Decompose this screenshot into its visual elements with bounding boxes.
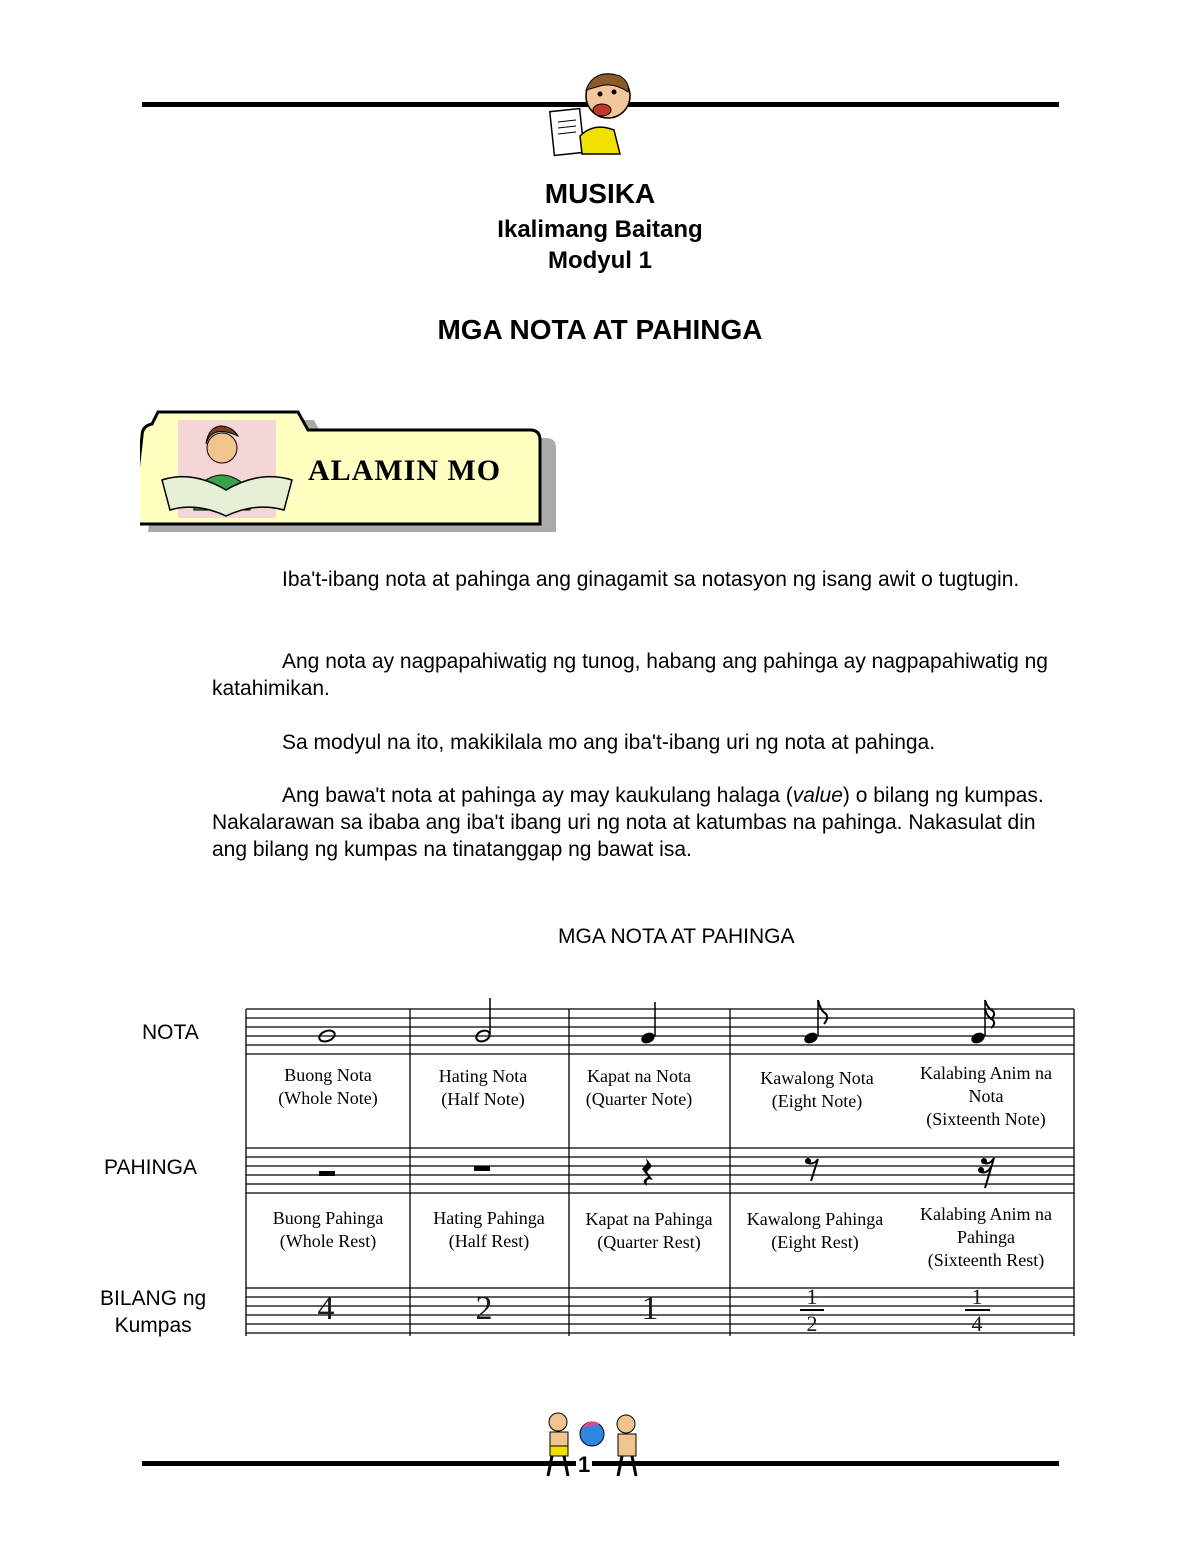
note-label-sixteenth: Kalabing Anim na Nota (Sixteenth Note) <box>920 1063 1052 1129</box>
count-sixteenth-numerator: 1 <box>971 1284 983 1309</box>
half-note-symbol <box>475 998 492 1043</box>
note-label-half: Hating Nota (Half Note) <box>438 1066 528 1109</box>
row-label-pahinga: PAHINGA <box>104 1156 197 1179</box>
row-label-nota: NOTA <box>142 1021 199 1044</box>
count-eighth-numerator: 1 <box>806 1284 818 1309</box>
paragraph-3: Sa modyul na ito, makikilala mo ang iba't-ibang uri ng nota at pahinga. <box>282 731 936 754</box>
count-quarter: 1 <box>641 1290 659 1327</box>
count-sixteenth-denominator: 4 <box>971 1311 983 1336</box>
paragraph-4: Ang bawa't nota at pahinga ay may kaukulang halaga (value) o bilang ng kumpas. Nakalarawan sa ibaba ang iba't ibang uri ng nota at katumbas na pahinga. Nakasulat din ang bilang ng kumpas na tinatanggap ng bawat isa. <box>212 784 1044 861</box>
grade-level: Ikalimang Baitang <box>497 216 703 243</box>
rest-label-whole: Buong Pahinga (Whole Rest) <box>272 1208 384 1251</box>
page-number: 1 <box>578 1452 591 1477</box>
paragraph-2: Ang nota ay nagpapahiwatig ng tunog, habang ang pahinga ay nagpapahiwatig ng katahimikan. <box>212 650 1048 700</box>
count-half: 2 <box>475 1290 493 1327</box>
table-caption: MGA NOTA AT PAHINGA <box>558 925 795 948</box>
eighth-note-symbol <box>803 1000 828 1045</box>
note-label-whole: Buong Nota (Whole Note) <box>278 1065 378 1108</box>
note-label-eighth: Kawalong Nota (Eight Note) <box>760 1068 874 1111</box>
rest-label-quarter: Kapat na Pahinga (Quarter Rest) <box>585 1209 713 1252</box>
lesson-title: MGA NOTA AT PAHINGA <box>437 314 763 345</box>
half-rest-symbol <box>474 1166 490 1171</box>
banner-label: ALAMIN MO <box>308 454 502 487</box>
page-title: MUSIKA <box>544 178 656 209</box>
count-whole: 4 <box>317 1290 335 1327</box>
whole-rest-symbol <box>319 1171 335 1176</box>
rest-label-sixteenth: Kalabing Anim na Pahinga (Sixteenth Rest) <box>920 1204 1052 1270</box>
sixteenth-note-symbol <box>970 1000 995 1045</box>
quarter-rest-symbol <box>642 1158 653 1186</box>
count-eighth-denominator: 2 <box>806 1311 818 1336</box>
paragraph-1: Iba't-ibang nota at pahinga ang ginagamit sa notasyon ng isang awit o tugtugin. <box>282 568 1020 591</box>
module-number: Modyul 1 <box>547 247 652 274</box>
row-label-bilang: BILANG ng Kumpas <box>100 1287 207 1337</box>
eighth-rest-symbol <box>805 1158 818 1181</box>
rest-label-half: Hating Pahinga (Half Rest) <box>433 1208 545 1251</box>
note-label-quarter: Kapat na Nota (Quarter Note) <box>585 1066 693 1109</box>
rest-label-eighth: Kawalong Pahinga (Eight Rest) <box>746 1209 884 1252</box>
